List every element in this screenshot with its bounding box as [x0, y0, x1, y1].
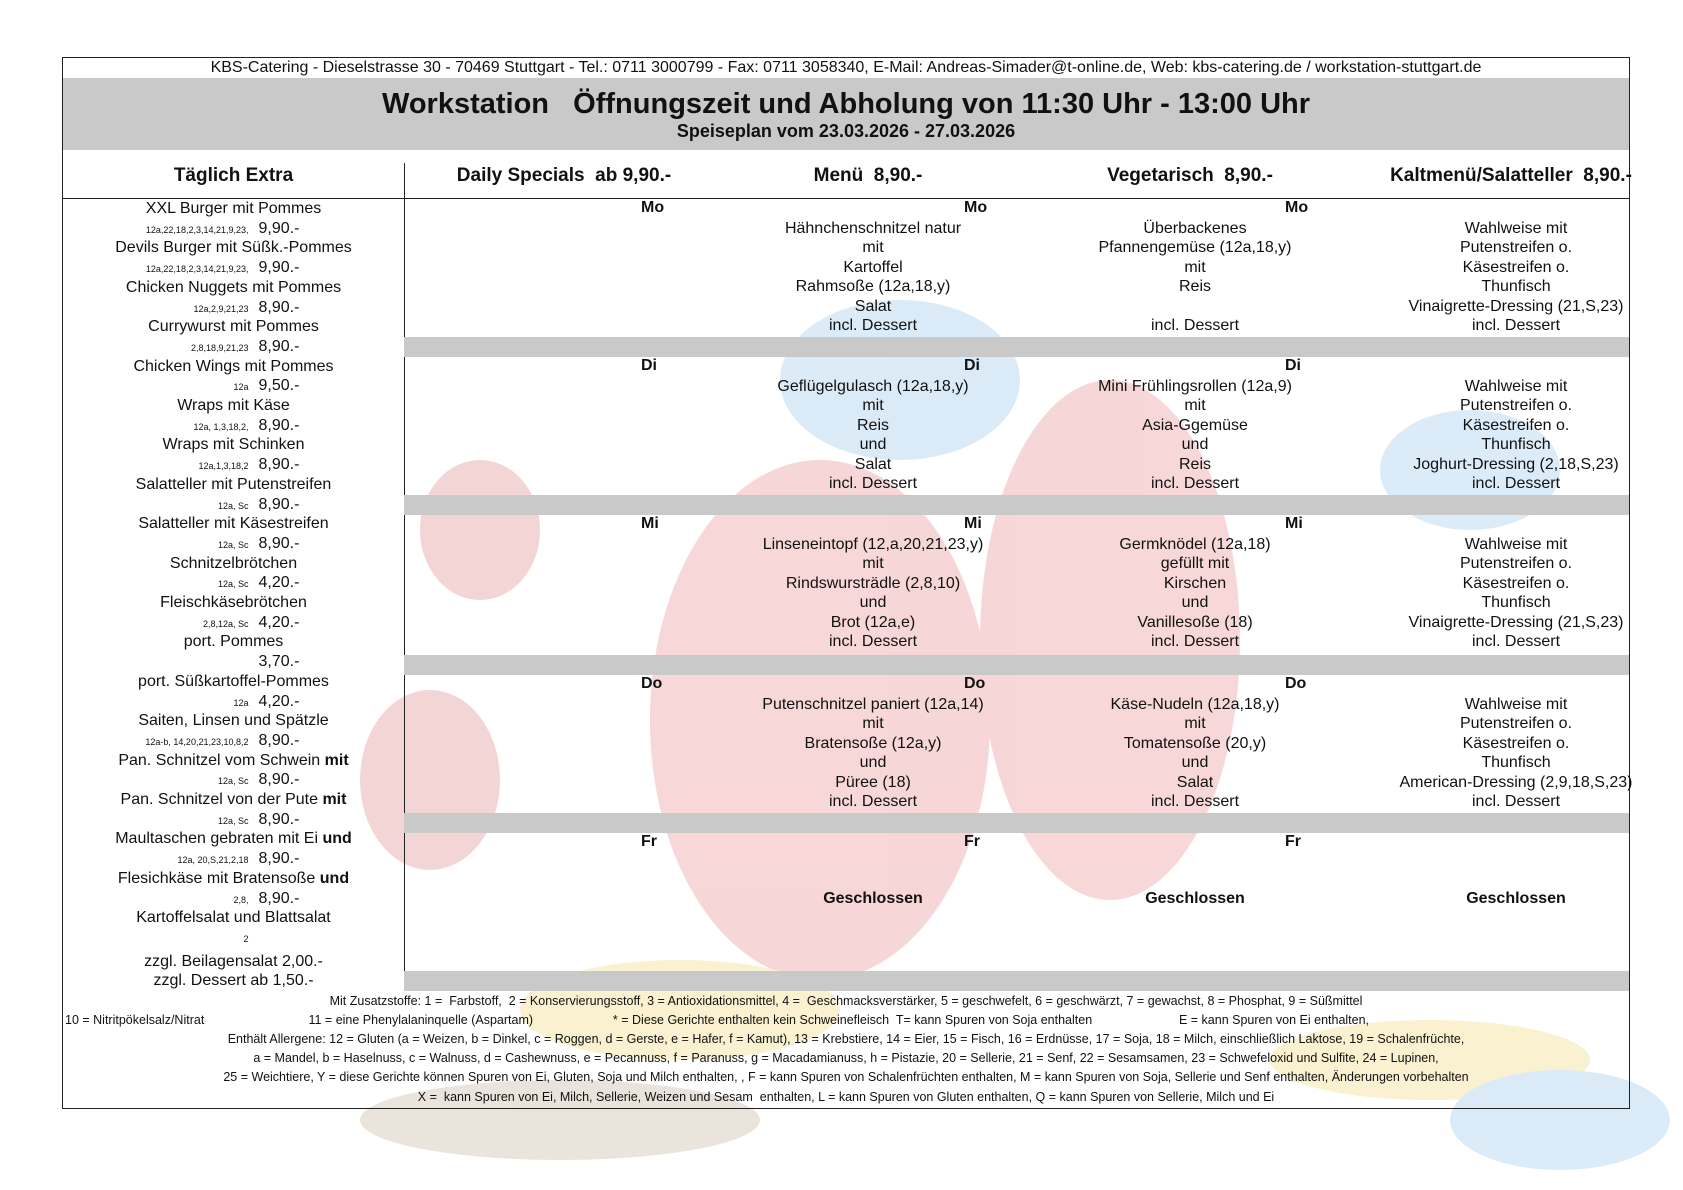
extra-item-name: Salatteller mit Putenstreifen — [135, 475, 332, 493]
menu-dish-line: und — [859, 436, 887, 453]
extra-item-name: port. Süßkartoffel-Pommes — [138, 672, 329, 690]
extra-item-price-row — [63, 258, 404, 280]
extra-item-name: XXL Burger mit Pommes — [145, 200, 322, 217]
extra-item-price-row — [63, 731, 404, 753]
extra-item-name: Fleischkäsebrötchen — [160, 594, 307, 611]
veg-dish-line: mit — [1184, 397, 1206, 414]
extra-item-price: 4,20.- — [258, 574, 300, 592]
menu-dish-line: Kartoffel — [843, 258, 903, 276]
extra-item-price-row — [63, 298, 404, 320]
cold-dish-line: Wahlweise mit — [1464, 535, 1568, 553]
veg-dish-line: Pfannengemüse (12a,18,y) — [1098, 239, 1292, 256]
extra-item-name: Wraps mit Käse — [177, 397, 290, 414]
legend-line-3: Enthält Allergene: 12 = Gluten (a = Weizen, b = Dinkel, c = Roggen, d = Gerste, e = Hafer, f = Kamut), 13 = Krebstiere, 14 = Eier, 15 = Fisch, 16 = Erdnüsse, 17 = Soja, 18 = Milch, einschließlich Laktose, 19 = Schalenfrüchte, — [227, 1032, 1465, 1046]
menu-dish-line: incl. Dessert — [828, 475, 918, 492]
menu-dish-line: und — [859, 754, 887, 771]
veg-dish-line: mit — [1184, 715, 1206, 732]
extra-item-name: Flesichkäse mit Bratensoße und — [117, 869, 350, 887]
extra-item-price: 8,90.- — [258, 850, 300, 868]
cold-dish-line: Käsestreifen o. — [1462, 574, 1570, 592]
cold-dish-line: American-Dressing (2,9,18,S,23) — [1399, 773, 1633, 791]
cold-dish-line: Vinaigrette-Dressing (21,S,23) — [1408, 613, 1624, 631]
menu-dish-line: Linseneintopf (12,a,20,21,23,y) — [762, 535, 984, 553]
extra-item-allergens: 12a, Sc — [217, 500, 249, 511]
day-label: Fr — [1285, 833, 1301, 850]
cold-dish-line: Vinaigrette-Dressing (21,S,23) — [1408, 297, 1624, 315]
extra-item-price-row — [63, 219, 404, 241]
cold-dish-line: incl. Dessert — [1471, 633, 1561, 650]
cold-dish-line: Thunfisch — [1481, 436, 1551, 453]
extra-item-allergens: 12a, 1,3,18,2, — [193, 421, 249, 432]
cold-dish-line: incl. Dessert — [1471, 793, 1561, 810]
extra-item-price: 9,90.- — [258, 259, 300, 277]
day-label: Fr — [641, 833, 657, 850]
cold-dish-line: Putenstreifen o. — [1459, 397, 1573, 414]
veg-dish-line: Kirschen — [1163, 574, 1227, 592]
menu-frame — [62, 57, 1633, 1109]
day-separator — [404, 971, 1629, 991]
menu-dish-line: Püree (18) — [835, 773, 911, 791]
veg-dish-line: Mini Frühlingsrollen (12a,9) — [1098, 377, 1292, 395]
extra-item-price: 8,90.- — [258, 337, 300, 355]
extra-item-price: 9,90.- — [258, 219, 300, 237]
cold-dish-line: Käsestreifen o. — [1462, 416, 1570, 434]
day-separator — [404, 813, 1629, 833]
closed-notice: Geschlossen — [1466, 890, 1566, 907]
day-label: Di — [1285, 357, 1301, 374]
legend-line-6: X = kann Spuren von Ei, Milch, Sellerie, Weizen und Sesam enthalten, L = kann Spuren von Gluten enthalten, Q = kann Spuren von Sellerie, Milch und Ei — [417, 1090, 1275, 1104]
veg-dish-line: Käse-Nudeln (12a,18,y) — [1110, 695, 1280, 713]
extra-item-name: Maultaschen gebraten mit Ei und — [115, 830, 352, 848]
extra-item-allergens: 12a-b, 14,20,21,23,10,8,2 — [145, 736, 249, 747]
extra-item-price: 4,20.- — [258, 613, 300, 631]
extra-surcharge: zzgl. Beilagensalat 2,00.- — [144, 952, 323, 970]
cold-dish-line: Käsestreifen o. — [1462, 734, 1570, 752]
closed-notice: Geschlossen — [1145, 890, 1245, 907]
column-header-menu: Menü 8,90.- — [813, 165, 923, 186]
cold-dish-line: Putenstreifen o. — [1459, 239, 1573, 256]
veg-dish-line: mit — [1184, 258, 1206, 276]
veg-dish-line: incl. Dessert — [1150, 317, 1240, 334]
extra-item-allergens: 12a, Sc — [217, 815, 249, 826]
veg-dish-line: incl. Dessert — [1150, 793, 1240, 810]
veg-dish-line: und — [1181, 594, 1209, 611]
extra-item-price: 8,90.- — [258, 298, 300, 316]
extra-item-name: Chicken Wings mit Pommes — [133, 357, 334, 375]
extra-item-allergens: 2,8, — [233, 894, 249, 905]
veg-dish-line: und — [1181, 754, 1209, 771]
menu-dish-line: Brot (12a,e) — [830, 613, 916, 631]
extra-item-price: 4,20.- — [258, 692, 300, 710]
menu-dish-line: und — [859, 594, 887, 611]
cold-dish-line: Putenstreifen o. — [1459, 555, 1573, 572]
veg-dish-line: und — [1181, 436, 1209, 453]
extra-item-price-row — [63, 416, 404, 438]
extra-item-name: Pan. Schnitzel von der Pute mit — [120, 791, 347, 808]
extra-item-allergens: 12a — [233, 382, 249, 393]
veg-dish-line: incl. Dessert — [1150, 633, 1240, 650]
contact-line: KBS-Catering - Dieselstrasse 30 - 70469 Stuttgart - Tel.: 0711 3000799 - Fax: 0711 3058340, E-Mail: Andreas-Simader@t-online.de, Web: kbs-catering.de / workstation-stuttgart.de — [210, 59, 1482, 76]
cold-dish-line: Wahlweise mit — [1464, 695, 1568, 713]
cold-dish-line: Thunfisch — [1481, 754, 1551, 771]
day-label: Do — [641, 675, 663, 692]
extra-item-price-row — [63, 770, 404, 792]
extra-item-price: 8,90.- — [258, 810, 300, 828]
extra-item-price: 8,90.- — [258, 416, 300, 434]
cold-dish-line: Putenstreifen o. — [1459, 715, 1573, 732]
extra-item-price-row — [63, 849, 404, 871]
extra-item-name: port. Pommes — [183, 633, 284, 651]
extra-item-allergens: 12a, Sc — [217, 579, 249, 590]
menu-dish-line: Salat — [854, 297, 892, 315]
menu-dish-line: mit — [862, 239, 884, 256]
extra-item-price-row — [63, 652, 404, 672]
menu-dish-line: mit — [862, 715, 884, 732]
column-header-veg: Vegetarisch 8,90.- — [1107, 165, 1273, 186]
extra-item-allergens: 2,8,12a, Sc — [202, 618, 249, 629]
cold-dish-line: Wahlweise mit — [1464, 377, 1568, 395]
veg-dish-line: Reis — [1178, 455, 1211, 473]
column-header-specials: Daily Specials ab 9,90.- — [456, 165, 672, 186]
extra-item-name: Currywurst mit Pommes — [148, 318, 319, 336]
extra-item-allergens: 12a,22,18,2,3,14,21,9,23, — [145, 224, 249, 235]
menu-dish-line: Geflügelgulasch (12a,18,y) — [777, 377, 969, 395]
day-label: Mi — [964, 515, 982, 532]
extra-item-price: 8,90.- — [258, 534, 300, 552]
extra-item-price-row — [63, 810, 404, 832]
day-separator — [404, 337, 1629, 357]
extra-item-price-row — [63, 376, 404, 398]
extra-item-name: Pan. Schnitzel vom Schwein mit — [118, 751, 349, 769]
cold-dish-line: incl. Dessert — [1471, 475, 1561, 492]
extra-item-price: 8,90.- — [258, 889, 300, 907]
cold-dish-line: Käsestreifen o. — [1462, 258, 1570, 276]
menu-dish-line: Salat — [854, 455, 892, 473]
extra-item-price: 8,90.- — [258, 456, 300, 474]
menu-dish-line: Rindswursträdle (2,8,10) — [785, 574, 961, 592]
cold-dish-line: Wahlweise mit — [1464, 219, 1568, 237]
extra-item-allergens: 12a,1,3,18,2 — [198, 461, 249, 472]
day-label: Mo — [641, 199, 665, 216]
extra-item-price-row — [63, 692, 404, 714]
extra-item-price-row — [63, 889, 404, 911]
day-label: Mi — [641, 515, 659, 532]
legend-line-5: 25 = Weichtiere, Y = diese Gerichte können Spuren von Ei, Gluten, Soja und Milch enthalten, , F = kann Spuren von Schalenfrüchten enthalten, M = kann Spuren von Soja, Sellerie und Senf enthalten, Änderungen vorbehalten — [223, 1070, 1469, 1084]
extra-item-price: 9,50.- — [258, 377, 300, 395]
menu-dish-line: Hähnchenschnitzel natur — [784, 219, 962, 237]
menu-dish-line: incl. Dessert — [828, 793, 918, 810]
closed-notice: Geschlossen — [823, 890, 923, 907]
extra-item-name: Schnitzelbrötchen — [169, 554, 298, 572]
extra-item-allergens: 12a — [233, 697, 249, 708]
menu-dish-line: Reis — [856, 416, 889, 434]
extra-item-allergens: 12a,2,9,21,23 — [193, 303, 249, 314]
day-label: Mo — [1285, 199, 1309, 216]
menu-dish-line: incl. Dessert — [828, 633, 918, 650]
day-separator — [404, 655, 1629, 675]
day-label: Di — [964, 357, 980, 374]
column-divider — [404, 163, 405, 989]
extra-item-allergens: 2 — [243, 933, 249, 944]
menu-dish-line: Rahmsoße (12a,18,y) — [795, 278, 951, 295]
extra-item-name: Wraps mit Schinken — [162, 436, 305, 454]
extra-item-name: Salatteller mit Käsestreifen — [138, 515, 329, 533]
veg-dish-line: Asia-Ggemüse — [1142, 416, 1248, 434]
extra-item-allergens: 12a, Sc — [217, 539, 249, 550]
extra-item-price: 8,90.- — [258, 771, 300, 789]
day-label: Mo — [964, 199, 988, 216]
extra-item-name: Devils Burger mit Süßk.-Pommes — [115, 239, 352, 257]
extra-item-allergens: 2,8,18,9,21,23 — [190, 342, 249, 353]
menu-dish-line: mit — [862, 397, 884, 414]
veg-dish-line: Vanillesoße (18) — [1137, 613, 1253, 631]
extra-item-allergens: 12a,22,18,2,3,14,21,9,23, — [145, 264, 249, 275]
cold-dish-line: Thunfisch — [1481, 278, 1551, 295]
menu-dish-line: Putenschnitzel paniert (12a,14) — [762, 695, 984, 713]
extra-item-name: Chicken Nuggets mit Pommes — [125, 278, 342, 296]
day-label: Mi — [1285, 515, 1303, 532]
extra-item-name: Saiten, Linsen und Spätzle — [138, 712, 329, 730]
extra-item-price: 8,90.- — [258, 495, 300, 513]
legend-line-1: Mit Zusatzstoffe: 1 = Farbstoff, 2 = Konservierungsstoff, 3 = Antioxidationsmittel, 4 = Geschmacksverstärker, 5 = geschwefelt, 6 = geschwärzt, 7 = gewachst, 8 = Phosphat, 9 = Süßmittel — [329, 994, 1363, 1008]
veg-dish-line: Salat — [1176, 773, 1214, 791]
day-label: Do — [964, 675, 986, 692]
menu-dish-line: mit — [862, 555, 884, 572]
day-label: Do — [1285, 675, 1307, 692]
extra-item-price-row — [63, 455, 404, 477]
column-header-extra: Täglich Extra — [173, 165, 294, 186]
veg-dish-line: Tomatensoße (20,y) — [1123, 734, 1267, 752]
veg-dish-line: incl. Dessert — [1150, 475, 1240, 492]
extra-item-price-row — [63, 928, 404, 950]
page-title: Workstation Öffnungszeit und Abholung von 11:30 Uhr - 13:00 Uhr — [381, 88, 1311, 120]
veg-dish-line: Reis — [1178, 278, 1211, 295]
legend-line-2: 10 = Nitritpökelsalz/Nitrat 11 = eine Phenylalaninquelle (Aspartam) * = Diese Gerichte enthalten kein Schweinefleisch T= kann Spuren von Soja enthalten E = kann Spuren von Ei enthalten, — [65, 1013, 1370, 1027]
menu-dish-line: Bratensoße (12a,y) — [804, 734, 942, 752]
day-label: Di — [641, 357, 657, 374]
veg-dish-line: Überbackenes — [1143, 219, 1247, 237]
day-separator — [404, 495, 1629, 515]
extra-item-price-row — [63, 495, 404, 517]
cold-dish-line: Thunfisch — [1481, 594, 1551, 611]
page-subtitle: Speiseplan vom 23.03.2026 - 27.03.2026 — [676, 121, 1016, 141]
extra-item-price-row — [63, 337, 404, 359]
extra-surcharge: zzgl. Dessert ab 1,50.- — [153, 972, 314, 990]
extra-item-price: 8,90.- — [258, 731, 300, 749]
column-header-cold: Kaltmenü/Salatteller 8,90.- — [1390, 165, 1632, 186]
veg-dish-line: Germknödel (12a,18) — [1119, 535, 1271, 553]
extra-item-price-row — [63, 573, 404, 595]
extra-item-price: 3,70.- — [258, 653, 300, 671]
extra-item-allergens: 12a, Sc — [217, 776, 249, 787]
cold-dish-line: incl. Dessert — [1471, 317, 1561, 334]
extra-item-price-row — [63, 534, 404, 556]
veg-dish-line: gefüllt mit — [1160, 555, 1230, 572]
extra-item-allergens: 12a, 20,S,21,2,18 — [177, 855, 249, 866]
extra-item-name: Kartoffelsalat und Blattsalat — [136, 909, 331, 927]
cold-dish-line: Joghurt-Dressing (2,18,S,23) — [1413, 455, 1619, 473]
legend-line-4: a = Mandel, b = Haselnuss, c = Walnuss, d = Cashewnuss, e = Pecannuss, f = Paranuss, g = Macadamianuss, h = Pistazie, 20 = Sellerie, 21 = Senf, 22 = Sesamsamen, 23 = Schwefeloxid und Sulfite, 24 = Lupinen, — [253, 1051, 1439, 1065]
menu-dish-line: incl. Dessert — [828, 317, 918, 334]
day-label: Fr — [964, 833, 980, 850]
extra-item-price-row — [63, 613, 404, 635]
